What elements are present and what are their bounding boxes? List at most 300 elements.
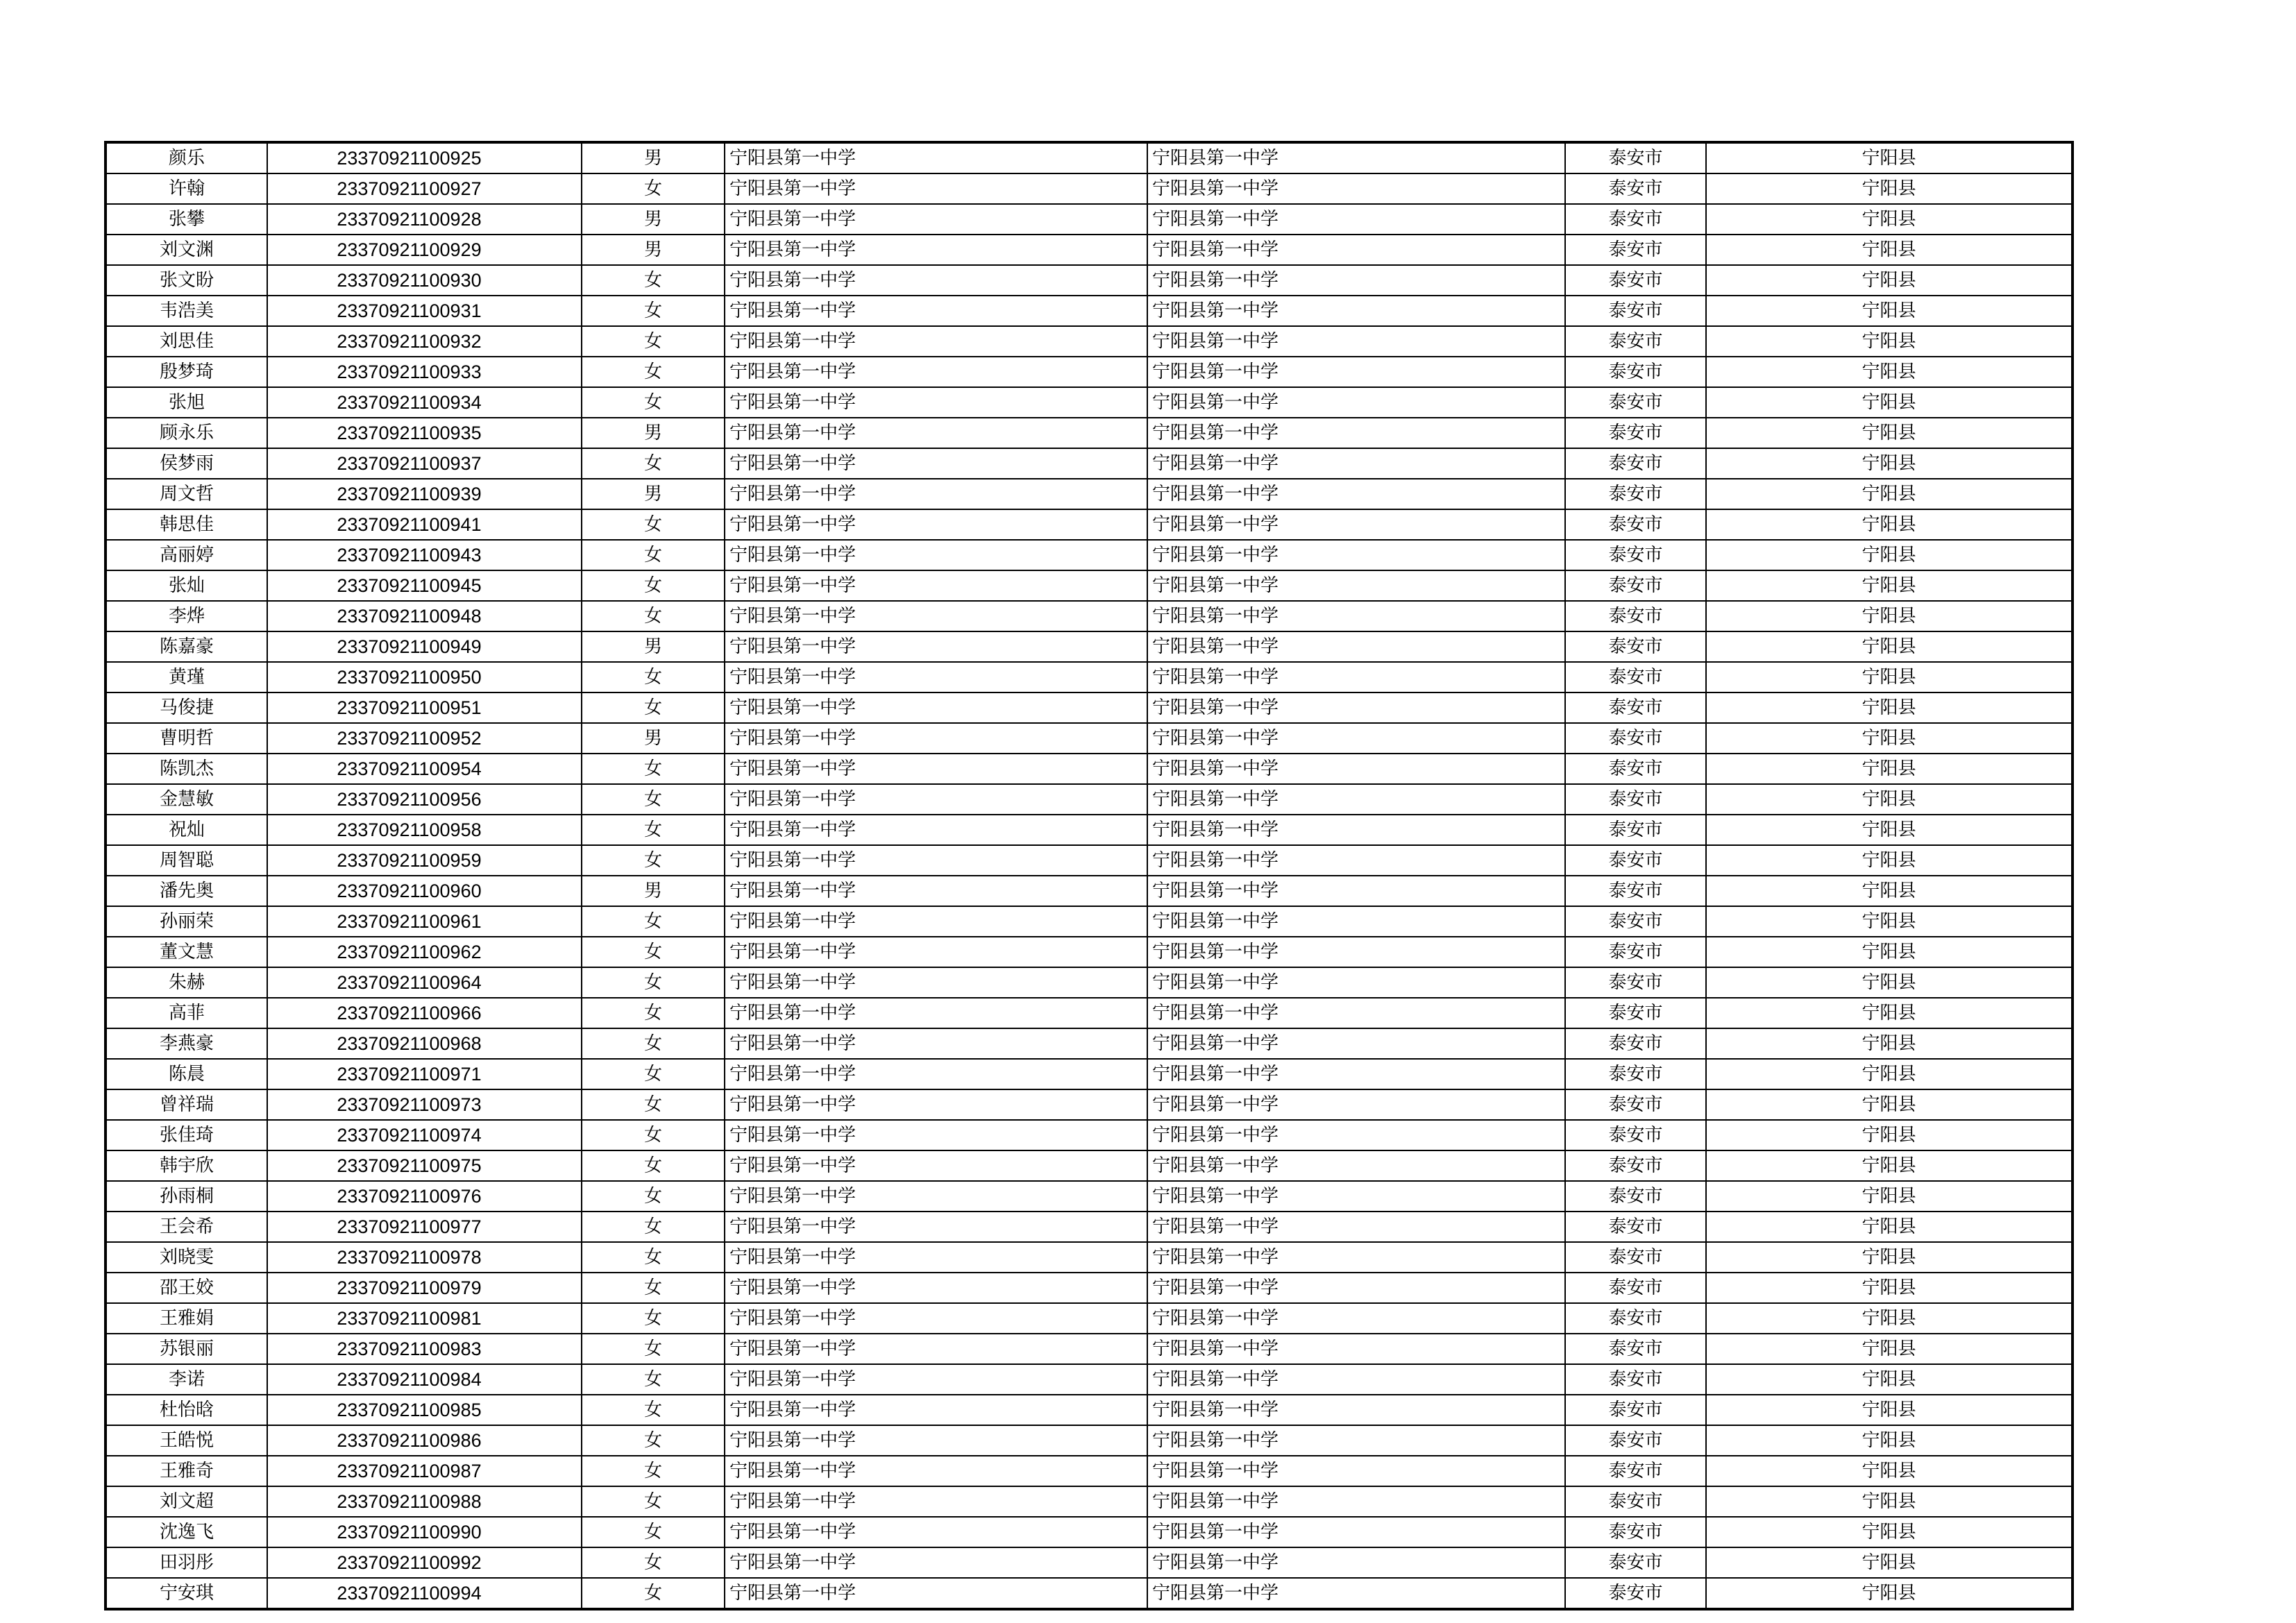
- origin-school-cell: 宁阳县第一中学: [1147, 754, 1565, 784]
- gender-cell: 女: [582, 998, 725, 1028]
- exam-id-cell: 23370921100928: [267, 204, 582, 235]
- table-row: [105, 754, 2073, 784]
- county-cell: 宁阳县: [1706, 1364, 2073, 1395]
- gender-cell: 女: [582, 326, 725, 357]
- table-row: [105, 845, 2073, 876]
- county-cell: 宁阳县: [1706, 1517, 2073, 1547]
- origin-school-cell: 宁阳县第一中学: [1147, 1089, 1565, 1120]
- origin-school-cell: 宁阳县第一中学: [1147, 631, 1565, 662]
- school-cell: 宁阳县第一中学: [725, 1273, 1147, 1303]
- city-cell: 泰安市: [1565, 479, 1706, 509]
- gender-cell: 女: [582, 1517, 725, 1547]
- student-name-cell: 许翰: [105, 173, 267, 204]
- origin-school-cell: 宁阳县第一中学: [1147, 1425, 1565, 1456]
- city-cell: 泰安市: [1565, 1578, 1706, 1609]
- gender-cell: 女: [582, 1242, 725, 1273]
- city-cell: 泰安市: [1565, 662, 1706, 692]
- origin-school-cell: 宁阳县第一中学: [1147, 570, 1565, 601]
- table-row: [105, 1181, 2073, 1212]
- table-row: [105, 357, 2073, 387]
- student-name-cell: 李诺: [105, 1364, 267, 1395]
- city-cell: 泰安市: [1565, 1273, 1706, 1303]
- table-row: [105, 784, 2073, 815]
- county-cell: 宁阳县: [1706, 357, 2073, 387]
- city-cell: 泰安市: [1565, 1456, 1706, 1486]
- exam-id-cell: 23370921100949: [267, 631, 582, 662]
- origin-school-cell: 宁阳县第一中学: [1147, 387, 1565, 418]
- origin-school-cell: 宁阳县第一中学: [1147, 876, 1565, 906]
- exam-id-cell: 23370921100927: [267, 173, 582, 204]
- school-cell: 宁阳县第一中学: [725, 662, 1147, 692]
- table-row: [105, 815, 2073, 845]
- gender-cell: 男: [582, 235, 725, 265]
- table-row: [105, 662, 2073, 692]
- student-name-cell: 韦浩美: [105, 296, 267, 326]
- county-cell: 宁阳县: [1706, 1120, 2073, 1150]
- origin-school-cell: 宁阳县第一中学: [1147, 937, 1565, 967]
- student-name-cell: 周智聪: [105, 845, 267, 876]
- student-name-cell: 田羽彤: [105, 1547, 267, 1578]
- gender-cell: 女: [582, 357, 725, 387]
- school-cell: 宁阳县第一中学: [725, 1028, 1147, 1059]
- county-cell: 宁阳县: [1706, 754, 2073, 784]
- school-cell: 宁阳县第一中学: [725, 173, 1147, 204]
- exam-id-cell: 23370921100964: [267, 967, 582, 998]
- school-cell: 宁阳县第一中学: [725, 1547, 1147, 1578]
- table-row: [105, 1242, 2073, 1273]
- gender-cell: 女: [582, 1059, 725, 1089]
- table-row: [105, 204, 2073, 235]
- exam-id-cell: 23370921100948: [267, 601, 582, 631]
- student-name-cell: 陈嘉豪: [105, 631, 267, 662]
- city-cell: 泰安市: [1565, 418, 1706, 448]
- county-cell: 宁阳县: [1706, 1456, 2073, 1486]
- table-row: [105, 173, 2073, 204]
- gender-cell: 女: [582, 815, 725, 845]
- table-row: [105, 1303, 2073, 1334]
- county-cell: 宁阳县: [1706, 540, 2073, 570]
- gender-cell: 女: [582, 1212, 725, 1242]
- gender-cell: 女: [582, 692, 725, 723]
- city-cell: 泰安市: [1565, 1212, 1706, 1242]
- exam-id-cell: 23370921100975: [267, 1150, 582, 1181]
- school-cell: 宁阳县第一中学: [725, 1242, 1147, 1273]
- school-cell: 宁阳县第一中学: [725, 784, 1147, 815]
- exam-id-cell: 23370921100983: [267, 1334, 582, 1364]
- gender-cell: 男: [582, 876, 725, 906]
- student-name-cell: 李烨: [105, 601, 267, 631]
- origin-school-cell: 宁阳县第一中学: [1147, 1456, 1565, 1486]
- student-name-cell: 顾永乐: [105, 418, 267, 448]
- table-row: [105, 1334, 2073, 1364]
- exam-id-cell: 23370921100930: [267, 265, 582, 296]
- origin-school-cell: 宁阳县第一中学: [1147, 815, 1565, 845]
- origin-school-cell: 宁阳县第一中学: [1147, 845, 1565, 876]
- origin-school-cell: 宁阳县第一中学: [1147, 1578, 1565, 1609]
- exam-id-cell: 23370921100960: [267, 876, 582, 906]
- table-row: [105, 723, 2073, 754]
- city-cell: 泰安市: [1565, 998, 1706, 1028]
- county-cell: 宁阳县: [1706, 815, 2073, 845]
- origin-school-cell: 宁阳县第一中学: [1147, 235, 1565, 265]
- origin-school-cell: 宁阳县第一中学: [1147, 265, 1565, 296]
- county-cell: 宁阳县: [1706, 1578, 2073, 1609]
- student-name-cell: 王会希: [105, 1212, 267, 1242]
- table-row: [105, 1517, 2073, 1547]
- exam-id-cell: 23370921100931: [267, 296, 582, 326]
- school-cell: 宁阳县第一中学: [725, 357, 1147, 387]
- county-cell: 宁阳县: [1706, 479, 2073, 509]
- gender-cell: 女: [582, 1303, 725, 1334]
- school-cell: 宁阳县第一中学: [725, 906, 1147, 937]
- origin-school-cell: 宁阳县第一中学: [1147, 784, 1565, 815]
- exam-id-cell: 23370921100959: [267, 845, 582, 876]
- school-cell: 宁阳县第一中学: [725, 998, 1147, 1028]
- gender-cell: 女: [582, 967, 725, 998]
- exam-id-cell: 23370921100987: [267, 1456, 582, 1486]
- student-name-cell: 张佳琦: [105, 1120, 267, 1150]
- city-cell: 泰安市: [1565, 540, 1706, 570]
- student-name-cell: 潘先奥: [105, 876, 267, 906]
- origin-school-cell: 宁阳县第一中学: [1147, 204, 1565, 235]
- school-cell: 宁阳县第一中学: [725, 1212, 1147, 1242]
- gender-cell: 女: [582, 906, 725, 937]
- origin-school-cell: 宁阳县第一中学: [1147, 326, 1565, 357]
- gender-cell: 女: [582, 784, 725, 815]
- school-cell: 宁阳县第一中学: [725, 387, 1147, 418]
- origin-school-cell: 宁阳县第一中学: [1147, 662, 1565, 692]
- school-cell: 宁阳县第一中学: [725, 723, 1147, 754]
- school-cell: 宁阳县第一中学: [725, 142, 1147, 173]
- county-cell: 宁阳县: [1706, 142, 2073, 173]
- exam-id-cell: 23370921100976: [267, 1181, 582, 1212]
- gender-cell: 女: [582, 173, 725, 204]
- county-cell: 宁阳县: [1706, 235, 2073, 265]
- student-name-cell: 金慧敏: [105, 784, 267, 815]
- student-name-cell: 孙雨桐: [105, 1181, 267, 1212]
- city-cell: 泰安市: [1565, 448, 1706, 479]
- exam-id-cell: 23370921100933: [267, 357, 582, 387]
- origin-school-cell: 宁阳县第一中学: [1147, 1395, 1565, 1425]
- exam-id-cell: 23370921100934: [267, 387, 582, 418]
- city-cell: 泰安市: [1565, 845, 1706, 876]
- table-row: [105, 906, 2073, 937]
- exam-id-cell: 23370921100961: [267, 906, 582, 937]
- origin-school-cell: 宁阳县第一中学: [1147, 448, 1565, 479]
- county-cell: 宁阳县: [1706, 173, 2073, 204]
- student-name-cell: 侯梦雨: [105, 448, 267, 479]
- exam-id-cell: 23370921100971: [267, 1059, 582, 1089]
- county-cell: 宁阳县: [1706, 296, 2073, 326]
- exam-id-cell: 23370921100954: [267, 754, 582, 784]
- student-name-cell: 刘晓雯: [105, 1242, 267, 1273]
- school-cell: 宁阳县第一中学: [725, 265, 1147, 296]
- gender-cell: 女: [582, 754, 725, 784]
- origin-school-cell: 宁阳县第一中学: [1147, 1364, 1565, 1395]
- student-name-cell: 陈凯杰: [105, 754, 267, 784]
- exam-id-cell: 23370921100990: [267, 1517, 582, 1547]
- city-cell: 泰安市: [1565, 1150, 1706, 1181]
- school-cell: 宁阳县第一中学: [725, 876, 1147, 906]
- origin-school-cell: 宁阳县第一中学: [1147, 1212, 1565, 1242]
- exam-id-cell: 23370921100981: [267, 1303, 582, 1334]
- school-cell: 宁阳县第一中学: [725, 967, 1147, 998]
- school-cell: 宁阳县第一中学: [725, 1303, 1147, 1334]
- city-cell: 泰安市: [1565, 235, 1706, 265]
- city-cell: 泰安市: [1565, 967, 1706, 998]
- gender-cell: 女: [582, 1334, 725, 1364]
- city-cell: 泰安市: [1565, 754, 1706, 784]
- student-name-cell: 朱赫: [105, 967, 267, 998]
- student-name-cell: 祝灿: [105, 815, 267, 845]
- table-row: [105, 296, 2073, 326]
- gender-cell: 男: [582, 204, 725, 235]
- exam-id-cell: 23370921100929: [267, 235, 582, 265]
- city-cell: 泰安市: [1565, 326, 1706, 357]
- exam-id-cell: 23370921100937: [267, 448, 582, 479]
- city-cell: 泰安市: [1565, 1334, 1706, 1364]
- city-cell: 泰安市: [1565, 906, 1706, 937]
- table-row: [105, 967, 2073, 998]
- school-cell: 宁阳县第一中学: [725, 631, 1147, 662]
- gender-cell: 女: [582, 509, 725, 540]
- student-name-cell: 韩宇欣: [105, 1150, 267, 1181]
- gender-cell: 女: [582, 296, 725, 326]
- city-cell: 泰安市: [1565, 204, 1706, 235]
- exam-id-cell: 23370921100979: [267, 1273, 582, 1303]
- student-name-cell: 张旭: [105, 387, 267, 418]
- gender-cell: 女: [582, 1395, 725, 1425]
- exam-id-cell: 23370921100951: [267, 692, 582, 723]
- exam-id-cell: 23370921100939: [267, 479, 582, 509]
- student-name-cell: 刘文超: [105, 1486, 267, 1517]
- origin-school-cell: 宁阳县第一中学: [1147, 357, 1565, 387]
- county-cell: 宁阳县: [1706, 784, 2073, 815]
- school-cell: 宁阳县第一中学: [725, 540, 1147, 570]
- exam-id-cell: 23370921100973: [267, 1089, 582, 1120]
- exam-id-cell: 23370921100985: [267, 1395, 582, 1425]
- table-row: [105, 509, 2073, 540]
- city-cell: 泰安市: [1565, 570, 1706, 601]
- county-cell: 宁阳县: [1706, 723, 2073, 754]
- table-row: [105, 631, 2073, 662]
- city-cell: 泰安市: [1565, 876, 1706, 906]
- origin-school-cell: 宁阳县第一中学: [1147, 1517, 1565, 1547]
- exam-id-cell: 23370921100992: [267, 1547, 582, 1578]
- table-row: [105, 1120, 2073, 1150]
- table-row: [105, 692, 2073, 723]
- city-cell: 泰安市: [1565, 1547, 1706, 1578]
- gender-cell: 女: [582, 1150, 725, 1181]
- city-cell: 泰安市: [1565, 1242, 1706, 1273]
- exam-id-cell: 23370921100988: [267, 1486, 582, 1517]
- student-name-cell: 张灿: [105, 570, 267, 601]
- gender-cell: 女: [582, 448, 725, 479]
- student-name-cell: 曹明哲: [105, 723, 267, 754]
- county-cell: 宁阳县: [1706, 998, 2073, 1028]
- county-cell: 宁阳县: [1706, 1273, 2073, 1303]
- exam-id-cell: 23370921100941: [267, 509, 582, 540]
- county-cell: 宁阳县: [1706, 1181, 2073, 1212]
- county-cell: 宁阳县: [1706, 845, 2073, 876]
- table-row: [105, 235, 2073, 265]
- origin-school-cell: 宁阳县第一中学: [1147, 1059, 1565, 1089]
- table-row: [105, 326, 2073, 357]
- school-cell: 宁阳县第一中学: [725, 296, 1147, 326]
- table-row: [105, 1486, 2073, 1517]
- county-cell: 宁阳县: [1706, 1334, 2073, 1364]
- origin-school-cell: 宁阳县第一中学: [1147, 1334, 1565, 1364]
- table-row: [105, 1547, 2073, 1578]
- school-cell: 宁阳县第一中学: [725, 1578, 1147, 1609]
- city-cell: 泰安市: [1565, 509, 1706, 540]
- table-row: [105, 998, 2073, 1028]
- school-cell: 宁阳县第一中学: [725, 1395, 1147, 1425]
- county-cell: 宁阳县: [1706, 1303, 2073, 1334]
- gender-cell: 女: [582, 570, 725, 601]
- city-cell: 泰安市: [1565, 1486, 1706, 1517]
- gender-cell: 女: [582, 1578, 725, 1609]
- school-cell: 宁阳县第一中学: [725, 1425, 1147, 1456]
- city-cell: 泰安市: [1565, 723, 1706, 754]
- county-cell: 宁阳县: [1706, 204, 2073, 235]
- origin-school-cell: 宁阳县第一中学: [1147, 998, 1565, 1028]
- gender-cell: 男: [582, 631, 725, 662]
- student-name-cell: 高菲: [105, 998, 267, 1028]
- gender-cell: 女: [582, 662, 725, 692]
- county-cell: 宁阳县: [1706, 967, 2073, 998]
- city-cell: 泰安市: [1565, 1089, 1706, 1120]
- city-cell: 泰安市: [1565, 296, 1706, 326]
- table-row: [105, 142, 2073, 173]
- county-cell: 宁阳县: [1706, 876, 2073, 906]
- school-cell: 宁阳县第一中学: [725, 1456, 1147, 1486]
- student-name-cell: 刘思佳: [105, 326, 267, 357]
- gender-cell: 女: [582, 1364, 725, 1395]
- school-cell: 宁阳县第一中学: [725, 1364, 1147, 1395]
- gender-cell: 女: [582, 1181, 725, 1212]
- city-cell: 泰安市: [1565, 1425, 1706, 1456]
- student-name-cell: 黄瑾: [105, 662, 267, 692]
- table-row: [105, 387, 2073, 418]
- student-name-cell: 殷梦琦: [105, 357, 267, 387]
- exam-id-cell: 23370921100978: [267, 1242, 582, 1273]
- student-name-cell: 王皓悦: [105, 1425, 267, 1456]
- student-name-cell: 邵王姣: [105, 1273, 267, 1303]
- origin-school-cell: 宁阳县第一中学: [1147, 1547, 1565, 1578]
- table-row: [105, 1578, 2073, 1609]
- exam-id-cell: 23370921100945: [267, 570, 582, 601]
- school-cell: 宁阳县第一中学: [725, 1089, 1147, 1120]
- county-cell: 宁阳县: [1706, 1547, 2073, 1578]
- county-cell: 宁阳县: [1706, 570, 2073, 601]
- table-row: [105, 876, 2073, 906]
- gender-cell: 男: [582, 142, 725, 173]
- school-cell: 宁阳县第一中学: [725, 479, 1147, 509]
- county-cell: 宁阳县: [1706, 1150, 2073, 1181]
- city-cell: 泰安市: [1565, 1395, 1706, 1425]
- student-name-cell: 陈晨: [105, 1059, 267, 1089]
- school-cell: 宁阳县第一中学: [725, 1120, 1147, 1150]
- school-cell: 宁阳县第一中学: [725, 418, 1147, 448]
- origin-school-cell: 宁阳县第一中学: [1147, 509, 1565, 540]
- table-row: [105, 1364, 2073, 1395]
- school-cell: 宁阳县第一中学: [725, 570, 1147, 601]
- exam-id-cell: 23370921100994: [267, 1578, 582, 1609]
- county-cell: 宁阳县: [1706, 601, 2073, 631]
- student-name-cell: 李燕豪: [105, 1028, 267, 1059]
- student-name-cell: 马俊捷: [105, 692, 267, 723]
- school-cell: 宁阳县第一中学: [725, 448, 1147, 479]
- student-name-cell: 刘文渊: [105, 235, 267, 265]
- city-cell: 泰安市: [1565, 1059, 1706, 1089]
- origin-school-cell: 宁阳县第一中学: [1147, 906, 1565, 937]
- table-row: [105, 1425, 2073, 1456]
- school-cell: 宁阳县第一中学: [725, 815, 1147, 845]
- origin-school-cell: 宁阳县第一中学: [1147, 723, 1565, 754]
- county-cell: 宁阳县: [1706, 937, 2073, 967]
- origin-school-cell: 宁阳县第一中学: [1147, 1273, 1565, 1303]
- table-row: [105, 1059, 2073, 1089]
- exam-id-cell: 23370921100968: [267, 1028, 582, 1059]
- county-cell: 宁阳县: [1706, 265, 2073, 296]
- student-name-cell: 曾祥瑞: [105, 1089, 267, 1120]
- origin-school-cell: 宁阳县第一中学: [1147, 1028, 1565, 1059]
- school-cell: 宁阳县第一中学: [725, 509, 1147, 540]
- city-cell: 泰安市: [1565, 784, 1706, 815]
- city-cell: 泰安市: [1565, 173, 1706, 204]
- city-cell: 泰安市: [1565, 692, 1706, 723]
- table-row: [105, 540, 2073, 570]
- city-cell: 泰安市: [1565, 1181, 1706, 1212]
- table-row: [105, 265, 2073, 296]
- exam-id-cell: 23370921100956: [267, 784, 582, 815]
- school-cell: 宁阳县第一中学: [725, 1334, 1147, 1364]
- city-cell: 泰安市: [1565, 357, 1706, 387]
- school-cell: 宁阳县第一中学: [725, 754, 1147, 784]
- county-cell: 宁阳县: [1706, 1242, 2073, 1273]
- exam-id-cell: 23370921100986: [267, 1425, 582, 1456]
- county-cell: 宁阳县: [1706, 448, 2073, 479]
- exam-id-cell: 23370921100984: [267, 1364, 582, 1395]
- student-name-cell: 王雅奇: [105, 1456, 267, 1486]
- origin-school-cell: 宁阳县第一中学: [1147, 1242, 1565, 1273]
- school-cell: 宁阳县第一中学: [725, 326, 1147, 357]
- origin-school-cell: 宁阳县第一中学: [1147, 418, 1565, 448]
- county-cell: 宁阳县: [1706, 631, 2073, 662]
- origin-school-cell: 宁阳县第一中学: [1147, 296, 1565, 326]
- school-cell: 宁阳县第一中学: [725, 1517, 1147, 1547]
- student-roster-table: [104, 141, 2074, 1611]
- school-cell: 宁阳县第一中学: [725, 1059, 1147, 1089]
- gender-cell: 女: [582, 937, 725, 967]
- county-cell: 宁阳县: [1706, 418, 2073, 448]
- city-cell: 泰安市: [1565, 265, 1706, 296]
- origin-school-cell: 宁阳县第一中学: [1147, 1486, 1565, 1517]
- exam-id-cell: 23370921100943: [267, 540, 582, 570]
- county-cell: 宁阳县: [1706, 1486, 2073, 1517]
- student-name-cell: 杜怡晗: [105, 1395, 267, 1425]
- school-cell: 宁阳县第一中学: [725, 937, 1147, 967]
- origin-school-cell: 宁阳县第一中学: [1147, 1120, 1565, 1150]
- student-name-cell: 张攀: [105, 204, 267, 235]
- student-name-cell: 颜乐: [105, 142, 267, 173]
- table-row: [105, 1089, 2073, 1120]
- city-cell: 泰安市: [1565, 142, 1706, 173]
- city-cell: 泰安市: [1565, 631, 1706, 662]
- school-cell: 宁阳县第一中学: [725, 1486, 1147, 1517]
- city-cell: 泰安市: [1565, 1028, 1706, 1059]
